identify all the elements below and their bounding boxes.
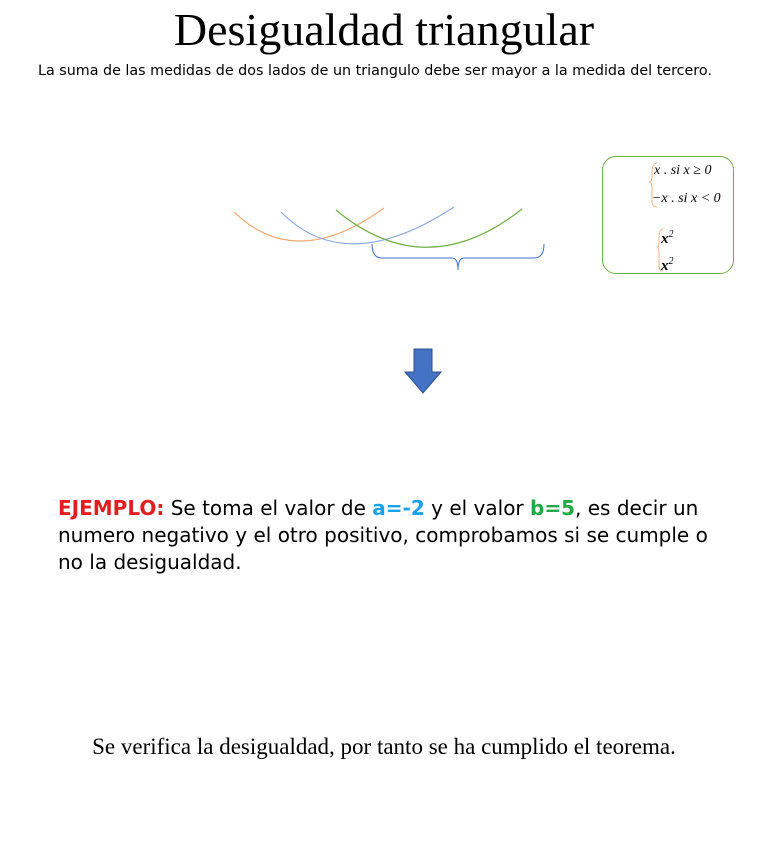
arcs-figure <box>226 200 552 276</box>
formula-line-2: −x . si x < 0 <box>652 191 721 206</box>
formula-line-4: $x^2$ <box>661 256 674 274</box>
curly-brace <box>372 244 544 270</box>
example-text-2: y el valor <box>424 496 531 520</box>
conclusion-text: Se verifica la desigualdad, por tanto se ha cumplido el teorema. <box>92 734 676 759</box>
intro-text: La suma de las medidas de dos lados de un triangulo debe ser mayor a la medida del tercero. <box>38 63 712 79</box>
down-arrow-icon <box>404 348 442 394</box>
example-text-1: Se toma el valor de <box>164 496 373 520</box>
value-b: b=5 <box>530 496 576 520</box>
page-title: Desigualdad triangular <box>173 4 595 55</box>
formula-box <box>602 156 734 274</box>
orange-arc <box>234 208 384 241</box>
value-a: a=-2 <box>372 496 425 520</box>
example-text-3: , es decir un numero negativo y el otro positivo, comprobamos si se cumple o no la desigualdad. <box>58 496 708 574</box>
example-paragraph <box>58 495 718 576</box>
blue-arc <box>281 207 454 244</box>
green-arc <box>336 209 522 247</box>
formula-line-3: $x^2$ <box>661 229 674 247</box>
formula-line-1: x . si x ≥ 0 <box>654 163 712 178</box>
example-label: EJEMPLO: <box>58 496 165 520</box>
